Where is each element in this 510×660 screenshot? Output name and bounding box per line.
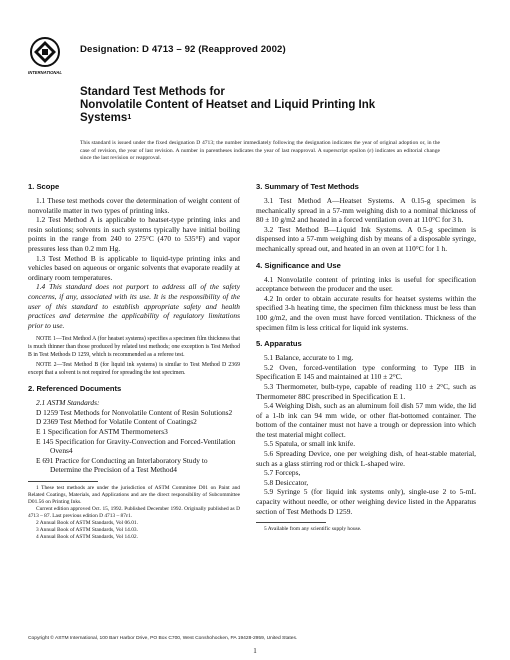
note-1: NOTE 1—Test Method A (for heatset systems) specifies a specimen film thickness that is much thinner than those produced by related test methods; one exception is Test Method B in Test Methods D 1259, which is recommended as a referee test. — [28, 336, 240, 358]
footnote-rule — [28, 481, 98, 482]
apparatus-item: 5.2 Oven, forced-ventilation type conforming to Type IIB in Specification E 145 and maintained at 110 ± 2°C. — [256, 362, 476, 382]
scope-p2: 1.2 Test Method A is applicable to heatset-type printing inks and resin solutions; solvents in such systems typically have initial boiling points in the range from 240 to 275°C (470 to 535°F) and vapor pressures less than 0.2 mm Hg. — [28, 215, 240, 253]
apparatus-item: 5.8 Desiccator, — [264, 477, 309, 487]
significance-p1: 4.1 Nonvolatile content of printing inks is useful for specification acceptance between the producer and the user. — [256, 274, 476, 294]
apparatus-item: 5.9 Syringe 5 (for liquid ink systems only), single-use 2 to 5-mL capacity without needle, or other weighing device listed in the Apparatus section of Test Methods D 1259. — [256, 487, 476, 516]
copyright-line: Copyright © ASTM International, 100 Barr Harbor Drive, PO Box C700, West Conshohocken, PA 19428-2959, United States. — [28, 636, 298, 641]
references-sub — [28, 398, 240, 408]
document-title — [80, 86, 440, 125]
scope-p4 — [28, 282, 240, 330]
preamble: This standard is issued under the fixed designation D 4713; the number immediately following the designation indicates the year of original adoption or, in the case of revision, the year of last revision. A number in parentheses indicates the year of last reapproval. A superscript epsilon (ε) indicates an editorial change since the last revision or reapproval. — [80, 140, 440, 162]
right-column — [256, 182, 476, 533]
reference-item: D 2369 Test Method for Volatile Content of Coatings2 — [36, 417, 197, 427]
apparatus-item: 5.5 Spatula, or small ink knife. — [264, 439, 356, 449]
section-heading-significance: 4. Significance and Use — [256, 260, 341, 270]
footnote: 3 Annual Book of ASTM Standards, Vol 14.03. — [36, 527, 138, 534]
section-heading-summary: 3. Summary of Test Methods — [256, 182, 359, 191]
footnote: 2 Annual Book of ASTM Standards, Vol 06.01. — [36, 520, 138, 527]
title-line-1: Standard Test Methods for — [80, 86, 225, 98]
significance-p2: 4.2 In order to obtain accurate results for heatset systems within the specified 3-h heating time, the specimen film thickness must be less than 100 g/m2, and the oven must have forced ventilation. Thickness of the specimen film is less critical for liquid ink systems. — [256, 293, 476, 332]
designation: Designation: D 4713 – 92 (Reapproved 2002) — [80, 44, 286, 55]
apparatus-item: 5.3 Thermometer, bulb-type, capable of reading 110 ± 2°C, such as Thermometer 88C prescribed in Specification E 1. — [256, 381, 476, 401]
reference-item: E 145 Specification for Gravity-Convection and Forced-Ventilation Ovens4 — [36, 436, 236, 456]
title-line-3-text: Systems — [80, 112, 128, 124]
footnote: Current edition approved Oct. 15, 1992. Published December 1992. Originally published as D 4713 – 87. Last previous edition D 4713 – 87ε1. — [28, 506, 240, 520]
summary-p2: 3.2 Test Method B—Liquid Ink Systems. A 0.5-g specimen is dispensed into a 57-mm weighing dish by means of a disposable syringe, mechanically spread out, and heated in an oven at 110°C for 1 h. — [256, 224, 476, 253]
references-sub-text: 2.1 ASTM Standards: — [36, 398, 100, 408]
summary-p1: 3.1 Test Method A—Heatset Systems. A 0.15-g specimen is mechanically spread in a 57-mm weighing dish to a nominal thickness of 80 ± 10 g/m2 and heated in a forced ventilation oven at 110°C for 3 h. — [256, 196, 476, 225]
note-2: NOTE 2—Test Method B (for liquid ink systems) is similar to Test Method D 2369 except that a solvent is not required for spreading the test specimen. — [28, 362, 240, 376]
section-heading-apparatus: 5. Apparatus — [256, 339, 302, 349]
scope-p4-text: 1.4 This standard does not purport to address all of the safety concerns, if any, associated with its use. It is the responsibility of the user of this standard to establish appropriate safety and health practices and determine the applicability of regulatory limitations prior to use. — [28, 282, 240, 330]
page-number: 1 — [253, 647, 257, 655]
logo-text: INTERNATIONAL — [28, 70, 62, 75]
section-heading-scope: 1. Scope — [28, 182, 60, 191]
left-column — [28, 182, 240, 541]
footnote: 4 Annual Book of ASTM Standards, Vol 14.02. — [36, 534, 138, 541]
reference-item: E 1 Specification for ASTM Thermometers3 — [36, 427, 168, 437]
title-footnote-mark: 1 — [127, 114, 132, 121]
section-heading-references: 2. Referenced Documents — [28, 384, 122, 394]
scope-p3: 1.3 Test Method B is applicable to liquid-type printing inks and vehicles based on aqueous or organic solvents that evaporate readily at ordinary room temperatures. — [28, 253, 240, 282]
scope-p1: 1.1 These test methods cover the determination of weight content of nonvolatile matter in two types of printing inks. — [28, 196, 240, 215]
footnote: 5 Available from any scientific supply house. — [264, 526, 362, 533]
footnote-rule — [256, 522, 326, 523]
astm-logo — [28, 36, 62, 76]
reference-item: D 1259 Test Methods for Nonvolatile Content of Resin Solutions2 — [36, 407, 233, 417]
title-line-2: Nonvolatile Content of Heatset and Liquid Printing Ink — [80, 99, 376, 111]
apparatus-item: 5.7 Forceps, — [264, 468, 301, 478]
title-line-3 — [80, 112, 440, 125]
apparatus-item: 5.4 Weighing Dish, such as an aluminum foil dish 57 mm wide, the lid of a 1-lb ink can 94 mm wide, or other flat-bottomed container. The bottom of the container must not have a trough or depression into which the test material might collect. — [256, 401, 476, 439]
apparatus-item: 5.1 Balance, accurate to 1 mg. — [264, 353, 354, 363]
footnote: 1 These test methods are under the jurisdiction of ASTM Committee D01 on Paint and Related Coatings, Materials, and Applications and are the direct responsibility of Subcommittee D01.56 on Printing Inks. — [28, 485, 240, 506]
apparatus-item: 5.6 Spreading Device, one per weighing dish, of heat-stable material, such as a glass stirring rod or thick L-shaped wire. — [256, 449, 476, 468]
reference-item: E 691 Practice for Conducting an Interlaboratory Study to Determine the Precision of a Test Method4 — [36, 455, 208, 475]
